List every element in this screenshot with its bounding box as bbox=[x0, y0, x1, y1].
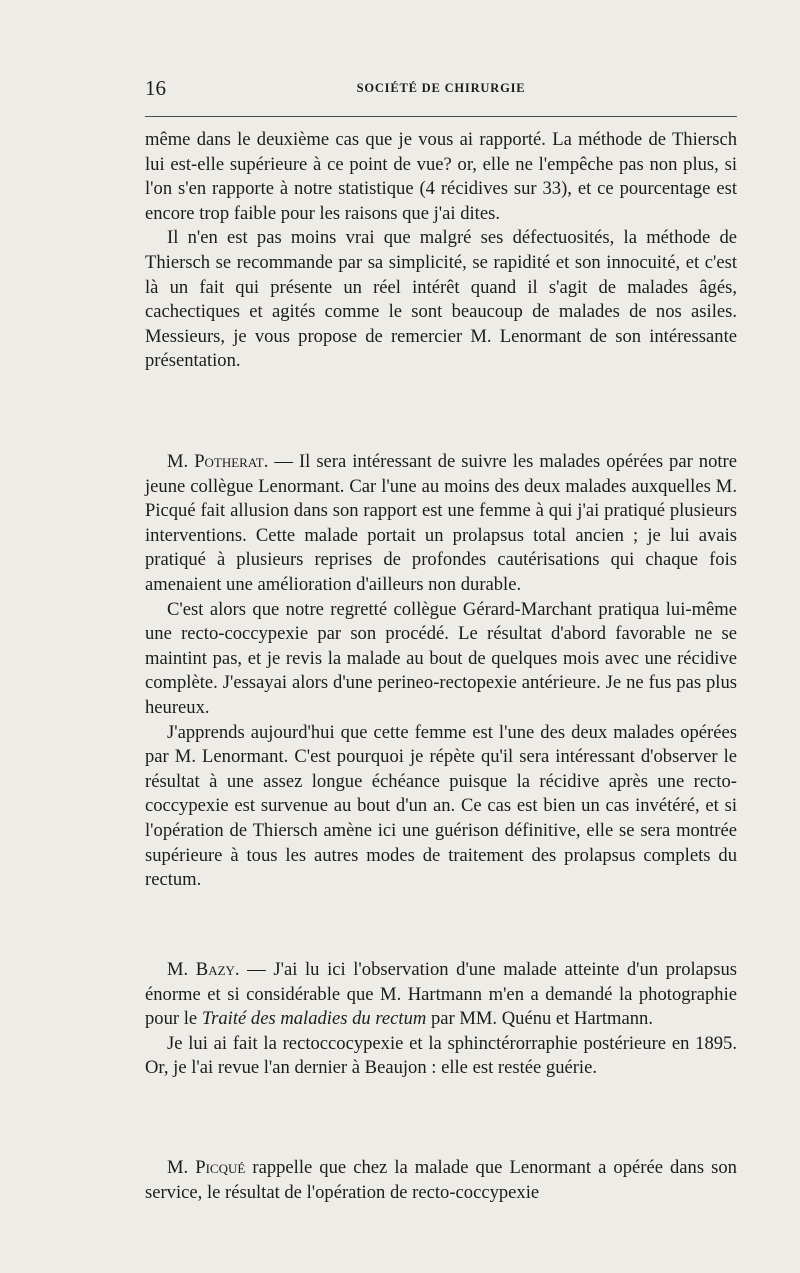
paragraph: même dans le deuxième cas que je vous ai rapporté. La méthode de Thiersch lui est-elle supérieure à ce point de vue? or, elle ne l'empêche pas non plus, si l'on s'en rapporte à notre statistique (4 récidives sur 33), et ce pourcentage est encore trop faible pour les raisons que j'ai dites. bbox=[145, 129, 737, 224]
potherat-intervention bbox=[145, 450, 737, 893]
page-header bbox=[145, 76, 737, 100]
report-conclusion bbox=[145, 128, 737, 374]
book-title: Traité des maladies du rectum bbox=[201, 1008, 427, 1030]
speaker-prefix: M. bbox=[167, 1157, 196, 1178]
paragraph-text: . — J'ai lu ici l'observation d'une malade atteinte d'un prolapsus énorme et si considérable que M. Hartmann m'en a demandé la photographie pour le bbox=[145, 959, 737, 1030]
speaker-name: Bazy bbox=[195, 959, 235, 980]
paragraph bbox=[145, 450, 737, 598]
paragraph: C'est alors que notre regretté collègue Gérard-Marchant pratiqua lui-même une recto-coccypexie par son procédé. Le résultat d'abord favorable ne se maintint pas, et je revis la malade au bout de quelques mois avec une récidive complète. J'essayai alors d'une perineo-rectopexie antérieure. Je ne fus pas plus heureux. bbox=[145, 598, 737, 718]
paragraph bbox=[145, 958, 737, 1032]
speaker-prefix: M. bbox=[167, 451, 195, 472]
running-title: SOCIÉTÉ DE CHIRURGIE bbox=[356, 81, 526, 95]
paragraph-text: par MM. Quénu et Hartmann. bbox=[426, 1008, 653, 1030]
header-rule bbox=[145, 116, 737, 117]
speaker-name: Picqué bbox=[195, 1157, 246, 1178]
speaker-name: Potherat bbox=[194, 451, 264, 472]
page-number: 16 bbox=[145, 76, 166, 100]
paragraph: Il n'en est pas moins vrai que malgré ses défectuosités, la méthode de Thiersch se recommande par sa simplicité, se rapidité et son innocuité, et c'est là un fait qui présente un réel intérêt quand il s'agit de malades âgés, cachectiques et agités comme le sont beaucoup de malades de nos asiles. Messieurs, je vous propose de remercier M. Lenormant de son intéressante présentation. bbox=[145, 227, 737, 372]
paragraph bbox=[145, 1156, 737, 1205]
speaker-prefix: M. bbox=[167, 959, 196, 980]
picque-intervention bbox=[145, 1156, 737, 1205]
paragraph-text: rappelle que chez la malade que Lenormant a opérée dans son service, le résultat de l'opération de recto-coccypexie bbox=[145, 1157, 737, 1203]
paragraph: J'apprends aujourd'hui que cette femme est l'une des deux malades opérées par M. Lenormant. C'est pourquoi je répète qu'il sera intéressant d'observer le résultat à une assez longue échéance puisque la récidive après une recto-coccypexie est survenue au bout d'un an. Ce cas est bien un cas invétéré, et si l'opération de Thiersch amène ici une guérison définitive, elle se sera montrée supérieure à tous les autres modes de traitement des prolapsus complets du rectum. bbox=[145, 721, 737, 891]
paragraph-text: . — Il sera intéressant de suivre les malades opérées par notre jeune collègue Lenormant. Car l'une au moins des deux malades auxquelles M. Picqué fait allusion dans son rapport est une femme à qui j'ai pratiqué plusieurs interventions. Cette malade portait un prolapsus total ancien ; je lui avais pratiqué à plusieurs reprises de profondes cautérisations qui chaque fois amenaient une amélioration d'ailleurs non durable. bbox=[145, 451, 737, 595]
bazy-intervention bbox=[145, 958, 737, 1081]
paragraph: Je lui ai fait la rectoccocypexie et la sphinctérorraphie postérieure en 1895. Or, je l'ai revue l'an dernier à Beaujon : elle est restée guérie. bbox=[145, 1032, 737, 1079]
